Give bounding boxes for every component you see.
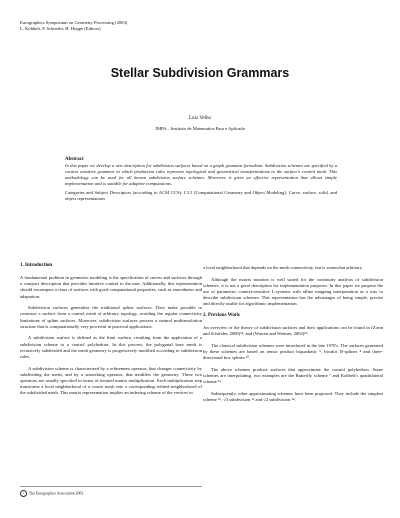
abstract-text: In this paper we develop a new description for subdivision surfaces based on a graph grammar formalism. Subdivision schemes are specified by a context sensitive grammar in which production rules represent topological and geometrical transformations to the surface's control mesh. This methodology can be used for all known subdivision surface schemes. Moreover, it gives an effective representation that allows simple implementation and is suitable for adaptive computations. (65, 163, 337, 187)
author-name: Luiz Velho (189, 116, 211, 121)
acm-categories: Categories and Subject Descriptors (according to ACM CCS): I.3.5 [Computational Geometry and Object Modeling]: Curve, surface, solid, and object representations (65, 190, 337, 202)
venue-header (20, 20, 127, 32)
paragraph: The above schemes produce surfaces that approximate the control polyhedron. Some schemes are interpolating, two examples are the Butterfly scheme ⁷ and Kobbelt's quadrilateral scheme ¹². (203, 366, 383, 385)
editors-line: L. Kobbelt, P. Schröder, H. Hoppe (Editors) (20, 26, 101, 32)
paragraph: A subdivision surface is defined as the limit surface, resulting from the application of a subdivision scheme to a control polyhedron. In this process, the polygonal base mesh is recursively subdivided and the mesh geometry is progressively modified according to subdivision rules. (20, 335, 202, 359)
paragraph: A subdivision scheme is characterized by a refinement operator, that changes connectivity by subdividing the mesh, and by a smoothing operator, that modifies the geometry. These two operators are usually specified in terms of iterated matrix multiplication. Each multiplication step transforms a local neighborhood of a coarse mesh into a corresponding refined neighborhood of the subdivided mesh. This matrix representation implies an indexing scheme of the vertices in (20, 365, 202, 396)
paragraph: Although the matrix notation is well suited for the continuity analysis of subdivision schemes, it is not a good description for implementation purposes. In this paper we propose the use of parametric context-sensitive L-systems with affine mapping interpretation as a way to describe subdivision schemes. This representation has the advantages of being simple, precise and directly usable for algorithmic implementation. (203, 276, 383, 307)
paragraph: Subsequently, other approximating schemes have been proposed. They include the simplest scheme ¹⁶, √3 subdivision ¹¹ and √2 subdivision ¹⁴. (203, 390, 383, 402)
abstract-block (65, 157, 337, 203)
paragraph: Subdivision surfaces generalize the traditional spline surfaces. They make possible to construct a surface from a control mesh of arbitrary topology, avoiding the regular connectivity limitations of spline surfaces. Moreover, subdivision surfaces possess a natural multiresolution structure that is computationally very powerful in practical applications. (20, 305, 202, 329)
paragraph: a local neighborhood that depends on the mesh connectivity, but is somewhat arbitrary. (203, 265, 363, 270)
paragraph: A fundamental problem in geometric modeling is the specification of curves and surfaces through a compact description that provides intuitive control to the user. Additionally, this representation should encompass a class of surfaces with good computational properties, such as smoothness and adaptation. (20, 275, 202, 299)
copyright-icon: c (20, 490, 27, 497)
paragraph: The classical subdivision schemes were introduced in the late 1970's. The surfaces generated by these schemes are based on tensor product biquadratic ⁵, bicubic B-splines ⁴ and three-directional box splines ¹⁰. (203, 342, 383, 361)
paragraph: An overview of the theory of subdivision surfaces and their applications can be found in (Zorin and Schröder, 2000)¹⁸, and (Warren and Weimer, 2002)¹⁵. (203, 325, 383, 337)
venue-line: Eurographics Symposium on Geometry Processing (2003) (20, 20, 128, 25)
left-column (20, 263, 202, 402)
section-heading-introduction: 1. Introduction (20, 263, 53, 268)
paper-title: Stellar Subdivision Grammars (110, 66, 290, 80)
copyright-text: The Eurographics Association 2003. (28, 491, 85, 496)
section-heading-previous-work: 2. Previous Work (203, 312, 240, 318)
footnote-rule (20, 486, 202, 487)
author-affiliation: IMPA – Instituto de Matematica Pura e Aplicada (155, 126, 245, 131)
right-column (203, 265, 383, 409)
copyright-notice (20, 490, 84, 497)
abstract-heading: Abstract (65, 157, 84, 162)
